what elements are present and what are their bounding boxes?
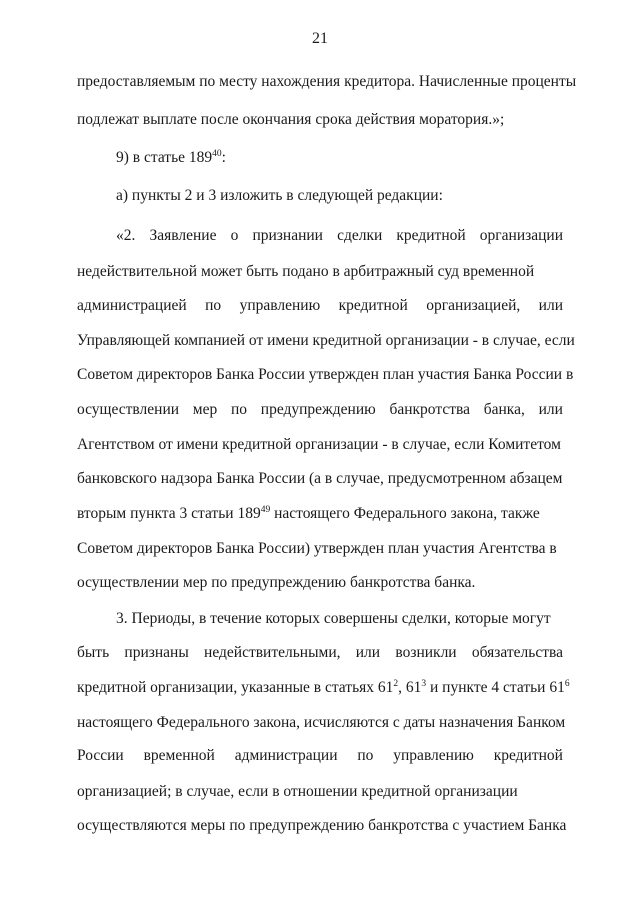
text-line: быть признаны недействительными, или возникли обязательства	[77, 644, 563, 661]
text-line: Управляющей компанией от имени кредитной организации - в случае, если	[77, 332, 575, 349]
text-line: осуществлении мер по предупреждению банкротства банка, или	[77, 401, 563, 418]
text-line: 3. Периоды, в течение которых совершены сделки, которые могут	[116, 610, 551, 627]
text-line: Советом директоров Банка России) утвержден план участия Агентства в	[77, 540, 557, 557]
text-line: недействительной может быть подано в арбитражный суд временной	[77, 263, 535, 280]
text-line: а) пункты 2 и 3 изложить в следующей редакции:	[116, 187, 443, 204]
text-line: организацией; в случае, если в отношении кредитной организации	[77, 783, 518, 800]
text-line: Агентством от имени кредитной организации - в случае, если Комитетом	[77, 436, 561, 453]
text-line: осуществляются меры по предупреждению банкротства с участием Банка	[77, 817, 567, 834]
text-line: 9) в статье $189^{40}$:	[116, 149, 226, 166]
text-line: кредитной организации, указанные в статьях $61^2$, $61^3$ и пункте 4 статьи $61^6$	[77, 679, 570, 696]
text-line: администрацией по управлению кредитной организацией, или	[77, 297, 563, 314]
text-line: предоставляемым по месту нахождения кредитора. Начисленные проценты	[77, 73, 577, 90]
text-line: России временной администрации по управлению кредитной	[77, 747, 563, 764]
text-line: «2. Заявление о признании сделки кредитной организации	[116, 227, 563, 244]
text-line: вторым пункта 3 статьи $189^{49}$ настоящего Федерального закона, также	[77, 505, 540, 522]
text-line: банковского надзора Банка России (а в случае, предусмотренном абзацем	[77, 470, 563, 487]
text-line: настоящего Федерального закона, исчисляются с даты назначения Банком	[77, 714, 566, 731]
text-line: осуществлении мер по предупреждению банкротства банка.	[77, 574, 476, 591]
text-line: подлежат выплате после окончания срока действия моратория.»;	[77, 111, 505, 128]
page-number: 21	[312, 30, 328, 47]
text-line: Советом директоров Банка России утвержден план участия Банка России в	[77, 366, 574, 383]
